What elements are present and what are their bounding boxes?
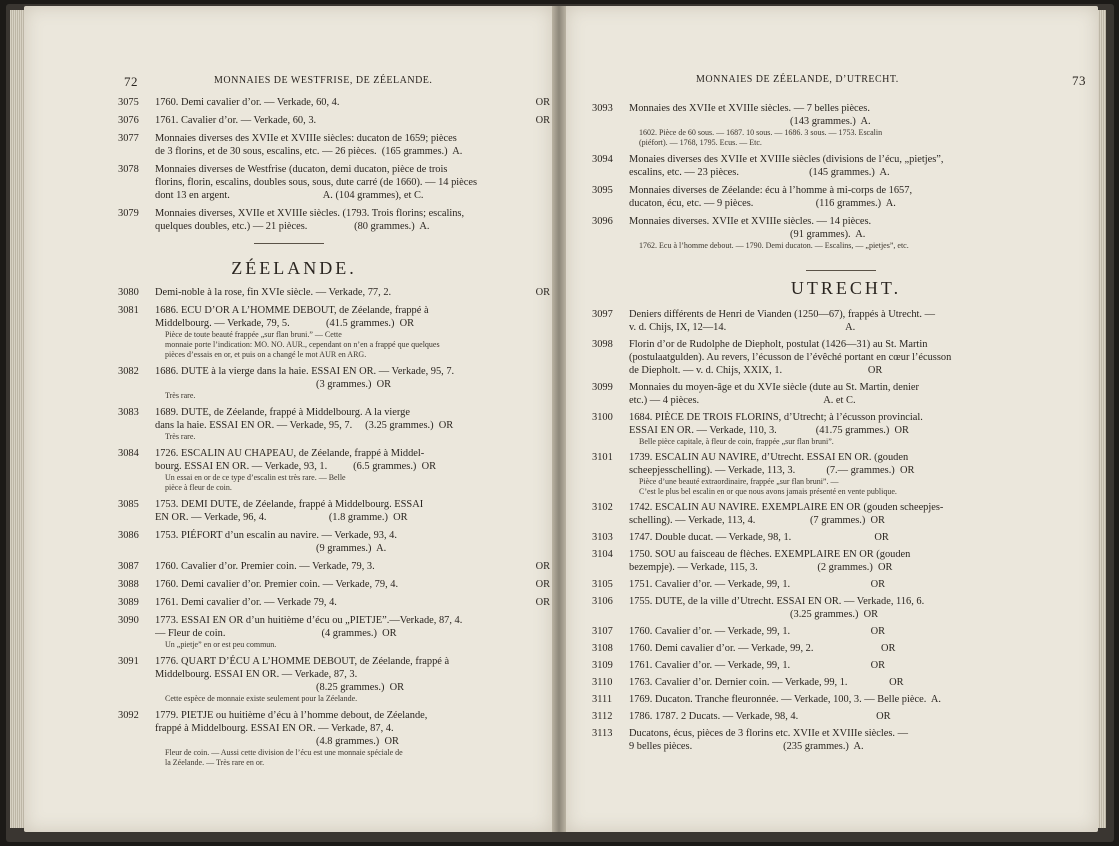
lot-number: 3082 <box>118 366 139 377</box>
lot-description-line: Monnaies du moyen-âge et du XVIe siècle (dute au St. Martin, denier <box>629 382 919 393</box>
lot-description-line: Monnaies diverses, XVIIe et XVIIIe siècles. (1793. Trois florins; escalins, <box>155 208 465 219</box>
page-edges-right <box>1098 10 1106 828</box>
lot-number: 3098 <box>592 339 613 350</box>
lot-description-line: (3.25 grammes.) OR <box>629 609 879 620</box>
lot-description-line: Monnaies diverses de Westfrise (ducaton, demi ducaton, pièce de trois <box>155 164 448 175</box>
lot-note: Pièce d’une beauté extraordinaire, frappée „sur flan bruni”. — <box>639 477 839 486</box>
lot-number: 3078 <box>118 164 139 175</box>
lot-description-line: 1761. Demi cavalier d’or. — Verkade 79, 4. <box>155 597 337 608</box>
lot-description-line: 1755. DUTE, de la ville d’Utrecht. ESSAI EN OR. — Verkade, 116, 6. <box>629 596 925 607</box>
lot-note: Un „pietje” en or est peu commun. <box>165 640 277 649</box>
lot-note: C’est le plus bel escalin en or que nous avons jamais présenté en vente publique. <box>639 487 897 496</box>
lot-number: 3107 <box>592 626 613 637</box>
lot-description-line: 1726. ESCALIN AU CHAPEAU, de Zéelande, frappé à Middel- <box>155 448 425 459</box>
lot-description-line: 1769. Ducaton. Tranche fleuronnée. — Verkade, 100, 3. — Belle pièce. A. <box>629 694 942 705</box>
lot-note: Fleur de coin. — Aussi cette division de l’écu est une monnaie spéciale de <box>165 748 403 757</box>
lot-description-line: florins, florin, escalins, doubles sous, sous, dute carré (de 1660). — 14 pièces <box>155 177 478 188</box>
lot-note: 1602. Pièce de 60 sous. — 1687. 10 sous. — 1686. 3 sous. — 1753. Escalin <box>639 128 883 137</box>
lot-description-line: 1751. Cavalier d’or. — Verkade, 99, 1. OR <box>629 579 886 590</box>
lot-number: 3112 <box>592 711 613 722</box>
lot-number: 3103 <box>592 532 613 543</box>
lot-note: la Zéelande. — Très rare en or. <box>165 758 265 767</box>
lot-description-line: (3 grammes.) OR <box>155 379 392 390</box>
lot-description-line: etc.) — 4 pièces. A. et C. <box>629 395 856 406</box>
lot-description-line: 1684. PIÈCE DE TROIS FLORINS, d’Utrecht; à l’écusson provincial. <box>629 412 923 423</box>
lot-description-line: 1739. ESCALIN AU NAVIRE, d’Utrecht. ESSAI EN OR. (gouden <box>629 452 909 463</box>
left-page-number: 72 <box>124 74 138 89</box>
gutter <box>552 6 566 832</box>
lot-description-line: de Diepholt. — v. d. Chijs, XXIX, 1. OR <box>629 365 883 376</box>
lot-number: 3090 <box>118 615 139 626</box>
lot-description-line: (4.8 grammes.) OR <box>155 736 399 747</box>
lot-description-line: 1763. Cavalier d’or. Dernier coin. — Verkade, 99, 1. OR <box>629 677 904 688</box>
lot-number: 3086 <box>118 530 139 541</box>
lot-number: 3101 <box>592 452 613 463</box>
lot-description-line: 1747. Double ducat. — Verkade, 98, 1. OR <box>629 532 889 543</box>
section-divider <box>254 243 324 244</box>
lot-description-line: v. d. Chijs, IX, 12—14. A. <box>629 322 856 333</box>
lot-description-line: Middelbourg. ESSAI EN OR. — Verkade, 87, 3. <box>155 669 358 680</box>
lot-description-line: 1686. ECU D’OR A L’HOMME DEBOUT, de Zéelande, frappé à <box>155 305 429 316</box>
lot-description-line: 1760. Cavalier d’or. — Verkade, 99, 1. OR <box>629 626 886 637</box>
lot-metal: OR <box>535 97 550 108</box>
lot-description-line: 1760. Demi cavalier d’or. — Verkade, 99, 2. OR <box>629 643 896 654</box>
lot-description-line: 1750. SOU au faisceau de flèches. EXEMPLAIRE EN OR (gouden <box>629 549 911 560</box>
lot-number: 3092 <box>118 710 139 721</box>
lot-description-line: 1776. QUART D’ÉCU A L’HOMME DEBOUT, de Zéelande, frappé à <box>155 656 450 667</box>
lot-number: 3102 <box>592 502 613 513</box>
lot-description-line: (9 grammes.) A. <box>155 543 387 554</box>
lot-number: 3105 <box>592 579 613 590</box>
lot-description-line: 1760. Cavalier d’or. Premier coin. — Verkade, 79, 3. <box>155 561 375 572</box>
lot-note: 1762. Ecu à l’homme debout. — 1790. Demi ducaton. — Escalins, — „pietjes”, etc. <box>639 241 909 250</box>
lot-description-line: 1753. PIÉFORT d’un escalin au navire. — Verkade, 93, 4. <box>155 530 397 541</box>
lot-metal: OR <box>535 579 550 590</box>
left-header-title: MONNAIES DE WESTFRISE, DE ZÉELANDE. <box>214 75 433 86</box>
right-header-title: MONNAIES DE ZÉELANDE, D’UTRECHT. <box>696 74 899 85</box>
lot-number: 3089 <box>118 597 139 608</box>
lot-description-line: Monaies diverses des XVIIe et XVIIIe siècles (divisions de l’écu, „pietjes”, <box>629 154 944 165</box>
lot-description-line: 1686. DUTE à la vierge dans la haie. ESSAI EN OR. — Verkade, 95, 7. <box>155 366 455 377</box>
lot-number: 3104 <box>592 549 613 560</box>
lot-note: (piéfort). — 1768, 1795. Ecus. — Etc. <box>639 138 762 147</box>
lot-number: 3083 <box>118 407 139 418</box>
lot-number: 3109 <box>592 660 613 671</box>
lot-metal: OR <box>535 287 550 298</box>
lot-description-line: escalins, etc. — 23 pièces. (145 grammes.) A. <box>629 167 890 178</box>
lot-description-line: 1760. Demi cavalier d’or. — Verkade, 60, 4. <box>155 97 340 108</box>
lot-description-line: 1779. PIETJE ou huitième d’écu à l’homme debout, de Zéelande, <box>155 710 428 721</box>
lot-description-line: Middelbourg. — Verkade, 79, 5. (41.5 grammes.) OR <box>155 318 415 329</box>
right-page <box>566 6 1098 832</box>
lot-description-line: bezempje). — Verkade, 115, 3. (2 grammes.) OR <box>629 562 893 573</box>
lot-metal: OR <box>535 115 550 126</box>
lot-number: 3110 <box>592 677 613 688</box>
lot-description-line: schelling). — Verkade, 113, 4. (7 grammes.) OR <box>629 515 885 526</box>
lot-note: monnaie porte l’indication: MO. NO. AUR., cependant on n’en a frappé que quelques <box>165 340 440 349</box>
lot-number: 3093 <box>592 103 613 114</box>
section-divider <box>806 270 876 271</box>
lot-description-line: 1742. ESCALIN AU NAVIRE. EXEMPLAIRE EN OR (gouden scheepjes- <box>629 502 944 513</box>
lot-description-line: Florin d’or de Rudolphe de Diepholt, postulat (1426—31) au St. Martin <box>629 339 928 350</box>
lot-metal: OR <box>535 561 550 572</box>
lot-number: 3077 <box>118 133 139 144</box>
lot-description-line: ESSAI EN OR. — Verkade, 110, 3. (41.75 grammes.) OR <box>629 425 909 436</box>
lot-description-line: 9 belles pièces. (235 grammes.) A. <box>629 741 864 752</box>
lot-description-line: ducaton, écu, etc. — 9 pièces. (116 grammes.) A. <box>629 198 896 209</box>
left-page <box>24 6 552 832</box>
lot-description-line: Demi-noble à la rose, fin XVIe siècle. — Verkade, 77, 2. <box>155 287 392 298</box>
lot-description-line: scheepjesschelling). — Verkade, 113, 3. (7.— grammes.) OR <box>629 465 915 476</box>
lot-description-line: 1761. Cavalier d’or. — Verkade, 60, 3. <box>155 115 317 126</box>
right-running-head <box>696 73 1086 88</box>
section-title-utrecht: UTRECHT. <box>790 278 902 298</box>
lot-note: Très rare. <box>165 432 196 441</box>
lot-number: 3080 <box>118 287 139 298</box>
lot-description-line: Ducatons, écus, pièces de 3 florins etc. XVIIe et XVIIIe siècles. — <box>629 728 908 739</box>
lot-description-line: (8.25 grammes.) OR <box>155 682 405 693</box>
section-title-zeelande: ZÉELANDE. <box>231 258 357 278</box>
lot-number: 3094 <box>592 154 613 165</box>
right-page-number: 73 <box>1072 73 1086 88</box>
lot-description-line: frappé à Middelbourg. ESSAI EN OR. — Verkade, 87, 4. <box>155 723 394 734</box>
lot-number: 3100 <box>592 412 613 423</box>
lot-number: 3091 <box>118 656 139 667</box>
lot-description-line: — Fleur de coin. (4 grammes.) OR <box>155 628 397 639</box>
lot-number: 3106 <box>592 596 613 607</box>
lot-number: 3076 <box>118 115 139 126</box>
lot-number: 3111 <box>592 694 613 705</box>
lot-description-line: (143 grammes.) A. <box>629 116 871 127</box>
lot-description-line: 1773. ESSAI EN OR d’un huitième d’écu ou „PIETJE”.—Verkade, 87, 4. <box>155 615 463 626</box>
lot-note: Un essai en or de ce type d’escalin est très rare. — Belle <box>165 473 346 482</box>
lot-note: pièces d’essais en or, et puis on a changé le mot AUR en ARG. <box>165 350 367 359</box>
lot-description-line: Monnaies diverses. XVIIe et XVIIIe siècles. — 14 pièces. <box>629 216 872 227</box>
lot-description-line: 1689. DUTE, de Zéelande, frappé à Middelbourg. A la vierge <box>155 407 410 418</box>
lot-number: 3087 <box>118 561 139 572</box>
lot-description-line: dans la haie. ESSAI EN OR. — Verkade, 95, 7. (3.25 grammes.) OR <box>155 420 454 431</box>
left-running-head <box>124 74 544 90</box>
lot-description-line: de 3 florins, et de 30 sous, escalins, etc. — 26 pièces. (165 grammes.) A. <box>155 146 463 157</box>
lot-description-line: bourg. ESSAI EN OR. — Verkade, 93, 1. (6.5 grammes.) OR <box>155 461 437 472</box>
lot-description-line: (91 grammes). A. <box>629 229 866 240</box>
lot-description-line: 1761. Cavalier d’or. — Verkade, 99, 1. OR <box>629 660 886 671</box>
lot-number: 3088 <box>118 579 139 590</box>
lot-note: Très rare. <box>165 391 196 400</box>
lot-number: 3108 <box>592 643 613 654</box>
lot-description-line: Monnaies diverses des XVIIe et XVIIIe siècles: ducaton de 1659; pièces <box>155 133 457 144</box>
lot-description-line: dont 13 en argent. A. (104 grammes), et C. <box>155 190 424 201</box>
lot-number: 3113 <box>592 728 613 739</box>
lot-number: 3085 <box>118 499 139 510</box>
lot-number: 3097 <box>592 309 613 320</box>
lot-number: 3075 <box>118 97 139 108</box>
lot-description-line: quelques doubles, etc.) — 21 pièces. (80 grammes.) A. <box>155 221 430 232</box>
lot-description-line: EN OR. — Verkade, 96, 4. (1.8 gramme.) OR <box>155 512 408 523</box>
lot-description-line: Monnaies diverses de Zéelande: écu à l’homme à mi-corps de 1657, <box>629 185 913 196</box>
lot-description-line: 1753. DEMI DUTE, de Zéelande, frappé à Middelbourg. ESSAI <box>155 499 424 510</box>
lot-description-line: Deniers différents de Henri de Vianden (1250—67), frappés à Utrecht. — <box>629 309 935 320</box>
lot-number: 3079 <box>118 208 139 219</box>
lot-note: Pièce de toute beauté frappée „sur flan bruni.” — Cette <box>165 330 342 339</box>
lot-number: 3081 <box>118 305 139 316</box>
lot-description-line: 1760. Demi cavalier d’or. Premier coin. — Verkade, 79, 4. <box>155 579 399 590</box>
lot-note: Cette espèce de monnaie existe seulement pour la Zéelande. <box>165 694 358 703</box>
lot-description-line: 1786. 1787. 2 Ducats. — Verkade, 98, 4. OR <box>629 711 891 722</box>
lot-number: 3084 <box>118 448 139 459</box>
lot-note: pièce à fleur de coin. <box>165 483 232 492</box>
lot-description-line: Monnaies des XVIIe et XVIIIe siècles. — 7 belles pièces. <box>629 103 870 114</box>
lot-number: 3095 <box>592 185 613 196</box>
lot-description-line: (postulaatgulden). Au revers, l’écusson de l’évêché portant en cœur l’écusson <box>629 352 952 363</box>
lot-note: Belle pièce capitale, à fleur de coin, frappée „sur flan bruni”. <box>639 437 834 446</box>
lot-metal: OR <box>535 597 550 608</box>
lot-number: 3099 <box>592 382 613 393</box>
lot-number: 3096 <box>592 216 613 227</box>
